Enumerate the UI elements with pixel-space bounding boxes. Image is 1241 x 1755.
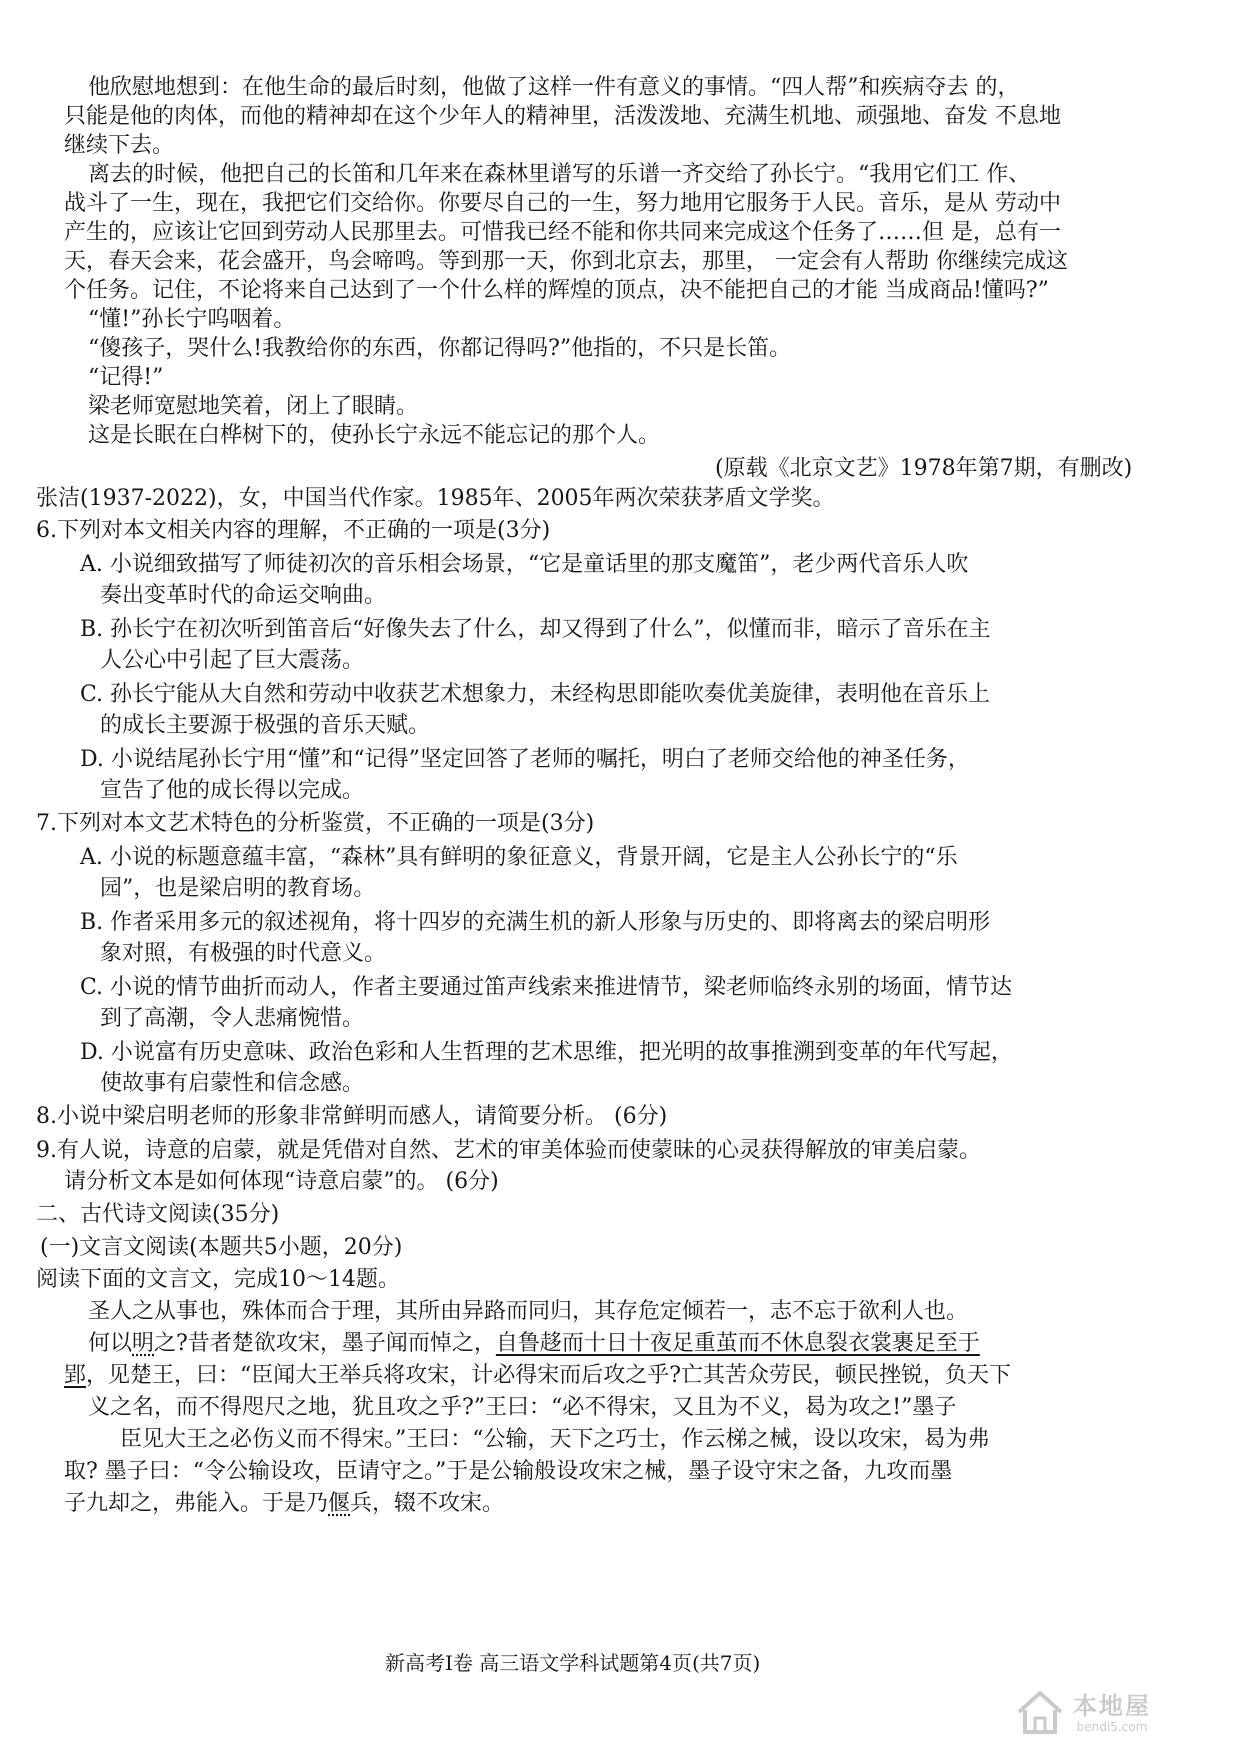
classical-line-7-pre: 子九却之，弗能入。于是乃 xyxy=(64,1491,329,1516)
q7-option-c-line2: 到了高潮，令人悲痛惋惜。 xyxy=(100,1006,365,1031)
passage-line-9: “懂!”孙长宁呜咽着。 xyxy=(88,307,296,332)
passage-line-4: 离去的时候，他把自己的长笛和几年来在森林里谱写的乐谱一齐交给了孙长宁。“我用它们工 作、 xyxy=(88,162,1031,187)
emphasis-dot-yan: 偃 xyxy=(328,1491,351,1516)
q8-stem: 8.小说中梁启明老师的形象非常鲜明而感人，请简要分析。 (6分) xyxy=(36,1104,668,1129)
q6-option-d-line1: D. 小说结尾孙长宁用“懂”和“记得”坚定回答了老师的嘱托，明白了老师交给他的神圣任务， xyxy=(80,747,970,772)
q6-option-a-line1: A. 小说细致描写了师徒初次的音乐相会场景，“它是童话里的那支魔笛”，老少两代音乐人吹 xyxy=(80,552,969,577)
q6-option-c-line1: C. 孙长宁能从大自然和劳动中收获艺术想象力，未经构思即能吹奏优美旋律，表明他在音乐上 xyxy=(80,682,991,707)
passage-line-11: “记得!” xyxy=(88,365,164,390)
passage-line-8: 个任务。记住，不论将来自己达到了一个什么样的辉煌的顶点，决不能把自己的才能 当成商品!懂吗?” xyxy=(64,278,1049,303)
classical-line-5: 臣见大王之必伤义而不得宋。”王曰：“公输，天下之巧士，作云梯之械，设以攻宋，曷为弗 xyxy=(120,1427,990,1452)
q9-stem-line2: 请分析文本是如何体现“诗意启蒙”的。 (6分) xyxy=(64,1169,499,1194)
q7-option-a-line2: 园”，也是梁启明的教育场。 xyxy=(100,876,376,901)
q6-option-d-line2: 宣告了他的成长得以完成。 xyxy=(100,778,365,803)
passage-line-12: 梁老师宽慰地笑着，闭上了眼睛。 xyxy=(88,394,419,419)
underlined-sentence-part1: 自鲁趍而十日十夜足重茧而不休息裂衣裳裹足至于 xyxy=(495,1331,980,1356)
classical-line-2-pre: 何以 xyxy=(88,1331,133,1356)
classical-line-2 xyxy=(88,1329,980,1359)
passage-source: (原载《北京文艺》1978年第7期，有删改) xyxy=(715,456,1133,481)
q6-option-b-line1: B. 孙长宁在初次听到笛音后“好像失去了什么，却又得到了什么”，似懂而非，暗示了音乐在主 xyxy=(80,617,991,642)
classical-line-3 xyxy=(64,1361,1011,1391)
passage-line-7: 天，春天会来，花会盛开，鸟会啼鸣。等到那一天，你到北京去，那里， 一定会有人帮助 你继续完成这 xyxy=(64,249,1068,274)
classical-line-7 xyxy=(64,1489,504,1519)
passage-line-2: 只能是他的肉体，而他的精神却在这个少年人的精神里，活泼泼地、充满生机地、顽强地、奋发 不息地 xyxy=(64,104,1061,129)
passage-line-3: 继续下去。 xyxy=(64,133,175,158)
q6-option-b-line2: 人公心中引起了巨大震荡。 xyxy=(100,648,365,673)
section2-title: 二、古代诗文阅读(35分) xyxy=(36,1202,280,1227)
passage-line-1: 他欣慰地想到：在他生命的最后时刻，他做了这样一件有意义的事情。“四人帮”和疾病夺去 的， xyxy=(88,75,1020,100)
q7-option-c-line1: C. 小说的情节曲折而动人，作者主要通过笛声线索来推进情节，梁老师临终永别的场面，情节达 xyxy=(80,975,1013,1000)
q6-stem: 6.下列对本文相关内容的理解，不正确的一项是(3分) xyxy=(36,518,551,543)
q7-option-b-line2: 象对照，有极强的时代意义。 xyxy=(100,941,387,966)
q7-option-d-line1: D. 小说富有历史意味、政治色彩和人生哲理的艺术思维，把光明的故事推溯到变革的年代写起， xyxy=(80,1040,1013,1065)
q7-option-a-line1: A. 小说的标题意蕴丰富，“森林”具有鲜明的象征意义，背景开阔，它是主人公孙长宁的“乐 xyxy=(80,845,958,870)
section2-subtitle: (一)文言文阅读(本题共5小题，20分) xyxy=(40,1235,403,1260)
emphasis-dot-ming: 明 xyxy=(132,1331,155,1356)
watermark-logo xyxy=(1013,1683,1203,1743)
q6-option-c-line2: 的成长主要源于极强的音乐天赋。 xyxy=(100,713,431,738)
watermark-title: 本地屋 xyxy=(1073,1692,1151,1720)
classical-line-6: 取? 墨子曰：“令公输设攻，臣请守之。”于是公输般设攻宋之械，墨子设守宋之备，九攻而墨 xyxy=(64,1459,953,1484)
q6-option-a-line2: 奏出变革时代的命运交响曲。 xyxy=(100,583,387,608)
classical-line-1: 圣人之从事也，殊体而合于理，其所由异路而同归，其存危定倾若一，志不忘于欲利人也。 xyxy=(88,1299,969,1324)
passage-line-5: 战斗了一生，现在，我把它们交给你。你要尽自己的一生，努力地用它服务于人民。音乐，是从 劳动中 xyxy=(64,191,1061,216)
page-footer: 新高考I卷 高三语文学科试题第4页(共7页) xyxy=(385,1651,761,1675)
q7-option-b-line1: B. 作者采用多元的叙述视角，将十四岁的充满生机的新人形象与历史的、即将离去的梁启明形 xyxy=(80,910,991,935)
q9-stem-line1: 9.有人说，诗意的启蒙，就是凭借对自然、艺术的审美体验而使蒙昧的心灵获得解放的审美启蒙。 xyxy=(36,1138,981,1163)
classical-line-4: 义之名，而不得咫尺之地，犹且攻之乎?”王曰：“必不得宋，又且为不义，曷为攻之!”墨子 xyxy=(88,1395,957,1420)
q7-stem: 7.下列对本文艺术特色的分析鉴赏，不正确的一项是(3分) xyxy=(36,811,595,836)
classical-line-3-rest: ，见楚王，曰：“臣闻大王举兵将攻宋，计必得宋而后攻之乎?亡其苦众劳民，顿民挫锐，负天下 xyxy=(86,1363,1012,1388)
author-note: 张洁(1937-2022)，女，中国当代作家。1985年、2005年两次荣获茅盾文学奖。 xyxy=(36,486,835,511)
section2-instruction: 阅读下面的文言文，完成10～14题。 xyxy=(36,1267,400,1292)
classical-line-2-mid: 之?昔者楚欲攻宋，墨子闻而悼之， xyxy=(154,1331,496,1356)
q7-option-d-line2: 使故事有启蒙性和信念感。 xyxy=(100,1071,365,1096)
watermark-url: bendi5.com xyxy=(1076,1720,1148,1734)
passage-line-10: “傻孩子，哭什么!我教给你的东西，你都记得吗?”他指的，不只是长笛。 xyxy=(88,336,792,361)
house-icon xyxy=(1013,1686,1067,1740)
passage-line-6: 产生的，应该让它回到劳动人民那里去。可惜我已经不能和你共同来完成这个任务了……但 是，总有一 xyxy=(64,220,1061,245)
classical-line-7-post: 兵，辍不攻宋。 xyxy=(350,1491,505,1516)
underlined-sentence-part2: 郢 xyxy=(64,1363,87,1388)
passage-line-13: 这是长眠在白桦树下的，使孙长宁永远不能忘记的那个人。 xyxy=(88,423,661,448)
